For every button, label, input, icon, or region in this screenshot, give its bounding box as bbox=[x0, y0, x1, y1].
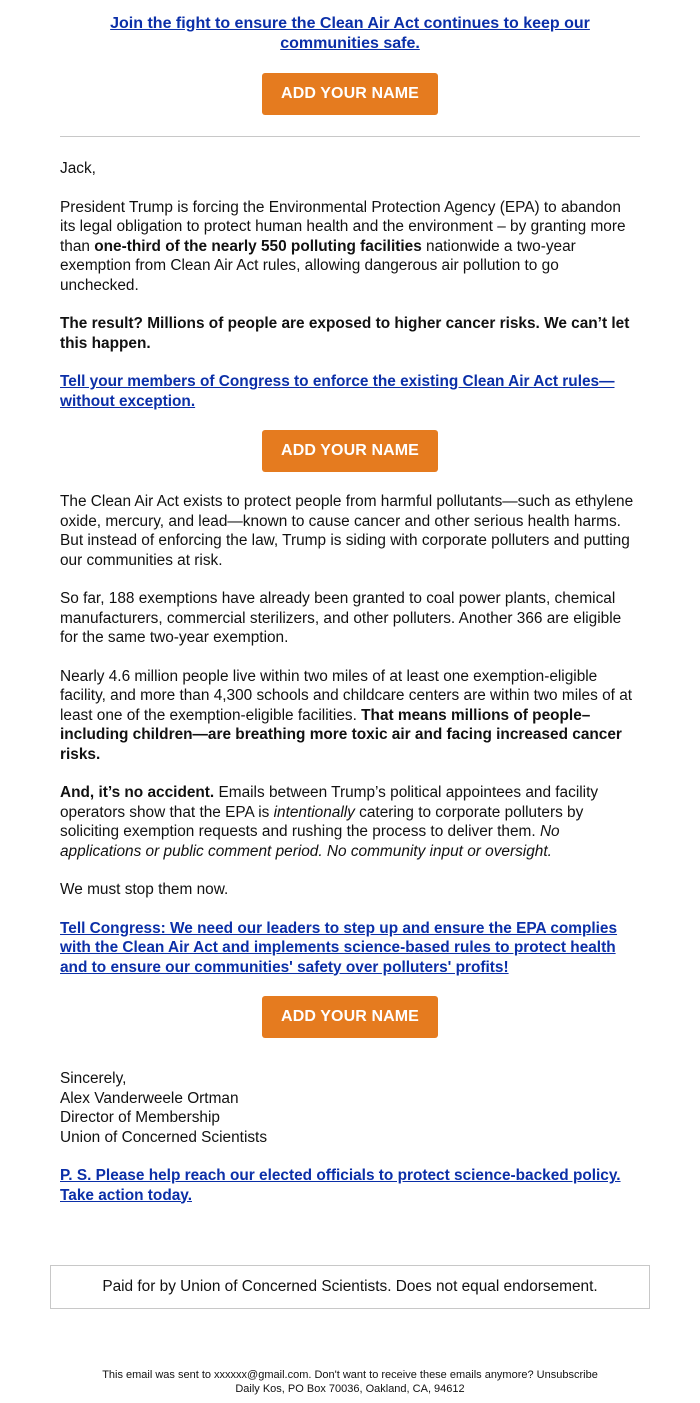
divider bbox=[60, 136, 640, 137]
paragraph-1: President Trump is forcing the Environmental Protection Agency (EPA) to abandon its legal obligation to protect human health and the environment – by granting more than one-third of the nearly 550 polluting facilities nationwide a two-year exemption from Clean Air Act rules, allowing dangerous air pollution to go unchecked. bbox=[60, 198, 626, 294]
paragraph-2: The result? Millions of people are exposed to higher cancer risks. We can’t let this happen. bbox=[60, 315, 630, 352]
letter-content bbox=[60, 159, 640, 1205]
top-action-link[interactable]: Join the fight to ensure the Clean Air Act continues to keep our communities safe. bbox=[110, 15, 590, 52]
button-row-1 bbox=[60, 73, 640, 115]
footer-unsubscribe-line[interactable]: This email was sent to xxxxxx@gmail.com. Don't want to receive these emails anymore? Unsubscribe bbox=[102, 1369, 598, 1381]
ps-action-link[interactable]: P. S. Please help reach our elected officials to protect science-backed policy. Take action today. bbox=[60, 1167, 621, 1204]
signature-name: Alex Vanderweele Ortman bbox=[60, 1089, 239, 1107]
signature-closing: Sincerely, bbox=[60, 1070, 127, 1087]
paragraph-5: Nearly 4.6 million people live within two miles of at least one exemption-eligible facility, and more than 4,300 schools and childcare centers are within two miles of at least one of the exemption-eligible facilities. That means millions of people–including children—are breathing more toxic air and facing increased cancer risks. bbox=[60, 667, 633, 763]
paid-for-disclaimer: Paid for by Union of Concerned Scientists. Does not equal endorsement. bbox=[50, 1265, 650, 1309]
greeting: Jack, bbox=[60, 160, 96, 177]
email-body bbox=[60, 0, 640, 1205]
button-row-3 bbox=[60, 996, 640, 1038]
paragraph-4: So far, 188 exemptions have already been granted to coal power plants, chemical manufacturers, commercial sterilizers, and other polluters. Another 366 are eligible for the same two-year exemption. bbox=[60, 590, 622, 646]
ps-link-paragraph bbox=[60, 1166, 640, 1205]
signature-block bbox=[60, 1069, 640, 1147]
email-footer bbox=[0, 1368, 700, 1396]
button-row-2 bbox=[60, 430, 640, 472]
add-your-name-button-1[interactable]: ADD YOUR NAME bbox=[262, 73, 438, 115]
signature-title: Director of Membership bbox=[60, 1109, 220, 1126]
congress-link-paragraph bbox=[60, 372, 640, 411]
paragraph-6: And, it’s no accident. Emails between Trump’s political appointees and facility operators show that the EPA is intentionally catering to corporate polluters by soliciting exemption requests and rushing the process to deliver them. No applications or public comment period. No community input or oversight. bbox=[60, 784, 599, 860]
footer-address-line: Daily Kos, PO Box 70036, Oakland, CA, 94612 bbox=[235, 1383, 465, 1395]
paragraph-3: The Clean Air Act exists to protect people from harmful pollutants—such as ethylene oxide, mercury, and lead—known to cause cancer and other serious health harms. But instead of enforcing the law, Trump is siding with corporate polluters and putting our communities at risk. bbox=[60, 493, 634, 569]
paragraph-5-bold: That means millions of people–including children—are breathing more toxic air and facing increased cancer risks. bbox=[60, 706, 622, 763]
paragraph-1-bold: one-third of the nearly 550 polluting facilities bbox=[94, 237, 422, 255]
congress-action-link[interactable]: Tell your members of Congress to enforce the existing Clean Air Act rules—without exception. bbox=[60, 373, 615, 410]
paragraph-7: We must stop them now. bbox=[60, 881, 229, 898]
signature-org: Union of Concerned Scientists bbox=[60, 1128, 268, 1146]
tell-congress-action-link[interactable]: Tell Congress: We need our leaders to step up and ensure the EPA complies with the Clean Air Act and implements science-based rules to protect health and to ensure our communities' safety over polluters' profits! bbox=[60, 919, 618, 976]
add-your-name-button-3[interactable]: ADD YOUR NAME bbox=[262, 996, 438, 1038]
tell-congress-link-paragraph bbox=[60, 919, 640, 978]
add-your-name-button-2[interactable]: ADD YOUR NAME bbox=[262, 430, 438, 472]
